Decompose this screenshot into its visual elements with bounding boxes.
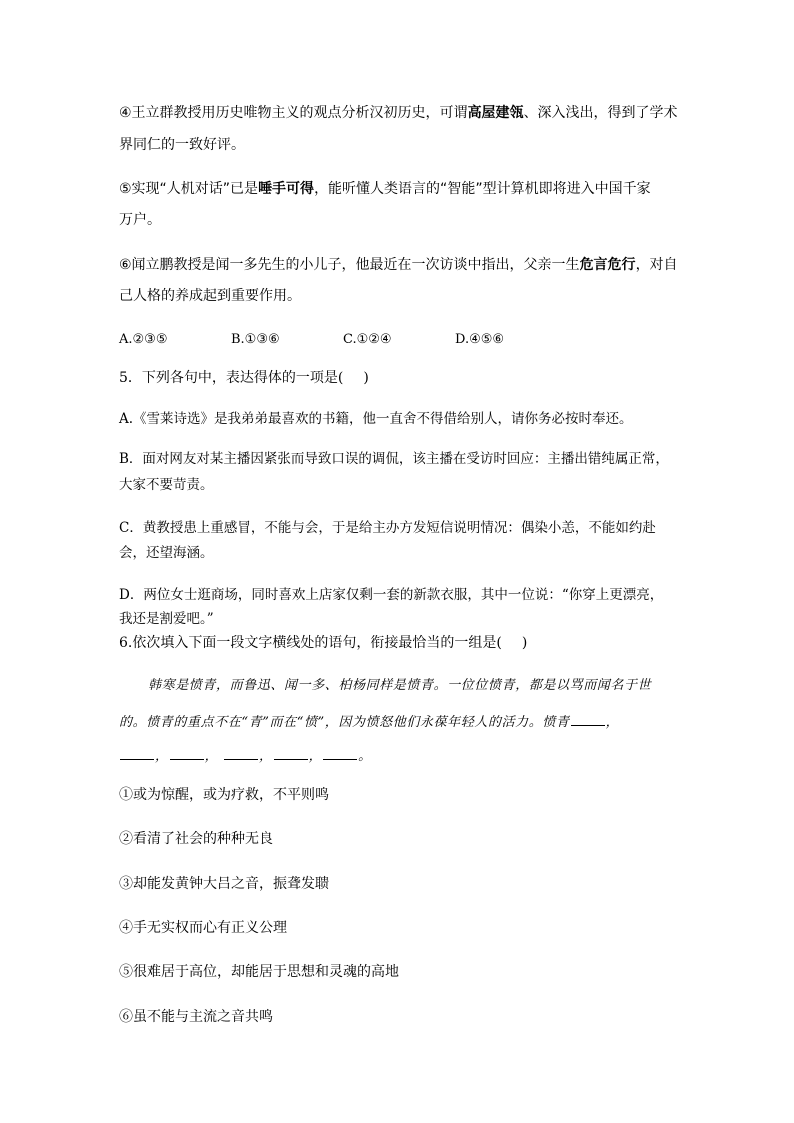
- q6-passage-line3: [119, 745, 372, 767]
- q6-statement-6: ⑥虽不能与主流之音共鸣: [119, 1009, 273, 1025]
- q6-passage-line1: 韩寒是愤青，而鲁迅、闻一多、柏杨同样是愤青。一位位愤青，都是以骂而闻名于世: [148, 678, 652, 693]
- q6-statement-4: ④手无实权而心有正义公理: [119, 920, 287, 936]
- q6-fill-blank-2: [120, 745, 154, 760]
- sentence-4-text-a: ④王立群教授用历史唯物主义的观点分析汉初历史，可谓: [119, 105, 468, 121]
- q6-sep: ，: [308, 749, 323, 764]
- q4-option-b: B.①③⑥: [231, 332, 280, 347]
- sentence-6-idiom: 危言危行: [579, 257, 636, 273]
- q6-stem-text: 6.依次填入下面一段文字横线处的语句，衔接最恰当的一组是(: [119, 635, 502, 651]
- q6-stem-close: ): [521, 635, 528, 651]
- q5-option-c-line1: C．黄教授患上重感冒，不能与会，于是给主办方发短信说明情况：偶染小恙，不能如约赴: [119, 520, 656, 536]
- sentence-6-text-a: ⑥闻立鹏教授是闻一多先生的小儿子，他最近在一次访谈中指出，父亲一生: [119, 257, 580, 273]
- q6-sep: ，: [204, 749, 219, 764]
- q6-fill-blank-3: [170, 745, 204, 760]
- q5-stem: [119, 368, 369, 388]
- q6-end: 。: [358, 749, 372, 764]
- q6-stem: [119, 633, 527, 653]
- sentence-6-text-c: ，对自: [635, 257, 678, 273]
- q5-option-d-line2: 我还是割爱吧。”: [119, 611, 214, 627]
- q6-statement-1: ①或为惊醒，或为疗救，不平则鸣: [119, 787, 329, 803]
- q6-fill-blank-6: [323, 745, 357, 760]
- q5-option-c-line2: 会，还望海涵。: [119, 545, 214, 561]
- q5-option-b-line2: 大家不要苛责。: [119, 477, 214, 493]
- sentence-6-line2: 己人格的养成起到重要作用。: [119, 288, 301, 304]
- sentence-5-line1: [119, 179, 651, 199]
- sentence-4-idiom: 高屋建瓴: [467, 105, 524, 121]
- sentence-5-line2: 万户。: [119, 212, 161, 228]
- sentence-5-text-a: ⑤实现“人机对话”已是: [119, 181, 259, 197]
- sentence-5-idiom: 唾手可得: [258, 181, 315, 197]
- q6-statement-3: ③却能发黄钟大吕之音，振聋发聩: [119, 876, 329, 892]
- q6-statement-5: ⑤很难居于高位，却能居于思想和灵魂的高地: [119, 964, 399, 980]
- q5-stem-text: 5．下列各句中，表达得体的一项是(: [119, 370, 344, 386]
- sentence-6-line1: [119, 255, 678, 275]
- q6-fill-blank-4: [224, 745, 258, 760]
- q6-fill-blank-5: [274, 745, 308, 760]
- q4-option-c: C.①②④: [343, 332, 392, 347]
- q4-option-a: A.②③⑤: [119, 332, 168, 347]
- q6-sep: ，: [155, 749, 169, 764]
- q6-statement-2: ②看清了社会的种种无良: [119, 831, 273, 847]
- sentence-4-line1: [119, 103, 678, 123]
- q6-fill-blank-1: [571, 711, 605, 726]
- q5-stem-close: ): [363, 370, 369, 386]
- q6-passage-line2: [119, 711, 619, 733]
- sentence-4-line2: 界同仁的一致好评。: [119, 137, 245, 153]
- q5-option-a: A.《雪莱诗选》是我弟弟最喜欢的书籍，他一直舍不得借给别人，请你务必按时奉还。: [119, 411, 633, 427]
- q6-sep: ，: [605, 715, 620, 730]
- q5-option-b-line1: B．面对网友对某主播因紧张而导致口误的调侃，该主播在受访时回应：主播出错纯属正常，: [119, 451, 669, 467]
- q6-sep: ，: [258, 749, 273, 764]
- q6-passage-text: 的。愤青的重点不在“青”而在“愤”，因为愤怒他们永葆年轻人的活力。愤青: [119, 715, 570, 730]
- sentence-5-text-c: ，能听懂人类语言的“智能”型计算机即将进入中国千家: [314, 181, 651, 197]
- q5-option-d-line1: D．两位女士逛商场，同时喜欢上店家仅剩一套的新款衣服，其中一位说：“你穿上更漂亮，: [119, 587, 664, 603]
- sentence-4-text-c: 、深入浅出，得到了学术: [523, 105, 678, 121]
- q4-option-d: D.④⑤⑥: [455, 332, 505, 347]
